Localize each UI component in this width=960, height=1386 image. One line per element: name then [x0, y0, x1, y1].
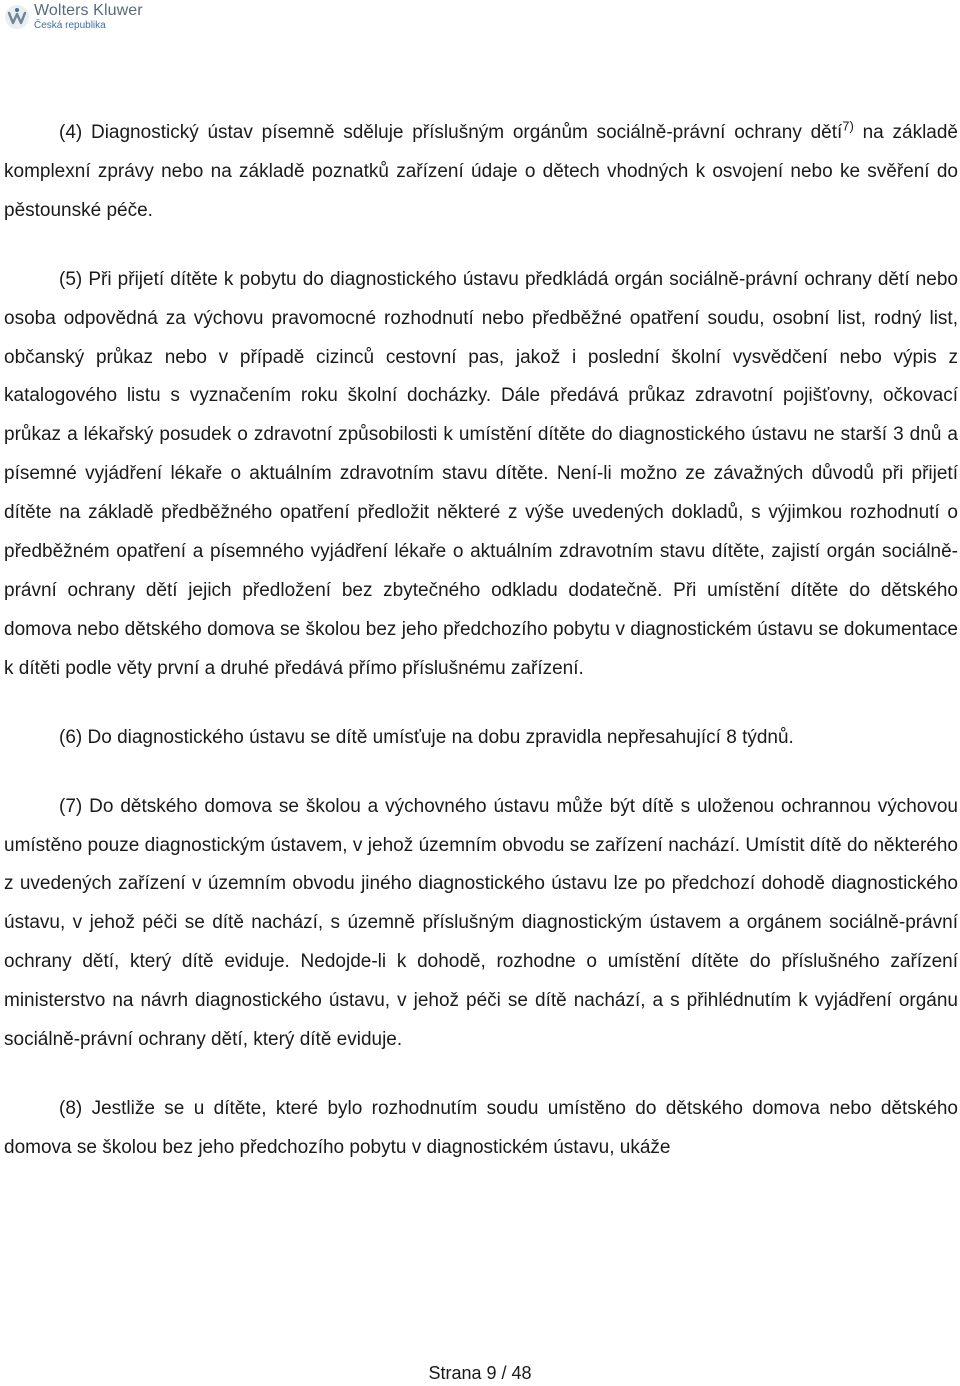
paragraph-7: (7) Do dětského domova se školou a výchovného ústavu může být dítě s uloženou ochrannou výchovou umístěno pouze diagnostickým ústavem, v jehož územním obvodu se zařízení nachází. Umístit dítě do některého z uvedených zařízení v územním obvodu jiného diagnostického ústavu lze po předchozí dohodě diagnostického ústavu, v jehož péči se dítě nachází, s územně příslušným diagnostickým ústavem a orgánem sociálně-právní ochrany dětí, který dítě eviduje. Nedojde-li k dohodě, rozhodne o umístění dítěte do příslušného zařízení ministerstvo na návrh diagnostického ústavu, v jehož péči se dítě nachází, a s přihlédnutím k vyjádření orgánu sociálně-právní ochrany dětí, který dítě eviduje.: [4, 795, 958, 1051]
paragraph-4-continuation: na základě komplexní zprávy nebo na základě poznatků zařízení údaje o dětech vhodných k osvojení nebo ke svěření do pěstounské péče.: [4, 122, 958, 221]
footnote-reference[interactable]: 7): [842, 118, 854, 134]
logo-brand-name: Wolters Kluwer: [34, 2, 143, 19]
wolters-kluwer-logo-icon: [4, 4, 30, 30]
paragraph-4-text: (4) Diagnostický ústav písemně sděluje příslušným orgánům sociálně-právní ochrany dětí: [59, 122, 843, 143]
paragraph-4: [4, 114, 958, 231]
paragraph-8: (8) Jestliže se u dítěte, které bylo rozhodnutím soudu umístěno do dětského domova nebo dětského domova se školou bez jeho předchozího pobytu v diagnostickém ústavu, ukáže: [4, 1097, 958, 1158]
paragraph-6: (6) Do diagnostického ústavu se dítě umísťuje na dobu zpravidla nepřesahující 8 týdnů.: [59, 726, 794, 748]
page-number: Strana 9 / 48: [428, 1363, 532, 1383]
publisher-logo: [4, 3, 143, 31]
paragraph-5: (5) Při přijetí dítěte k pobytu do diagnostického ústavu předkládá orgán sociálně-právní ochrany dětí nebo osoba odpovědná za výchovu pravomocné rozhodnutí nebo předběžné opatření soudu, osobní list, rodný list, občanský průkaz nebo v případě cizinců cestovní pas, jakož i poslední školní vysvědčení nebo výpis z katalogového listu s vyznačením roku školní docházky. Dále předává průkaz zdravotní pojišťovny, očkovací průkaz a lékařský posudek o zdravotní způsobilosti k umístění dítěte do diagnostického ústavu ne starší 3 dnů a písemné vyjádření lékaře o aktuálním zdravotním stavu dítěte. Není-li možno ze závažných důvodů při přijetí dítěte na základě předběžného opatření předložit některé z výše uvedených dokladů, s výjimkou rozhodnutí o předběžném opatření a písemného vyjádření lékaře o aktuálním zdravotním stavu dítěte, zajistí orgán sociálně-právní ochrany dětí jejich předložení bez zbytečného odkladu dodatečně. Při umístění dítěte do dětského domova nebo dětského domova se školou bez jeho předchozího pobytu v diagnostickém ústavu se dokumentace k dítěti podle věty první a druhé předává přímo příslušnému zařízení.: [4, 268, 958, 679]
logo-region: Česká republika: [34, 20, 106, 31]
document-body: [4, 114, 958, 1168]
